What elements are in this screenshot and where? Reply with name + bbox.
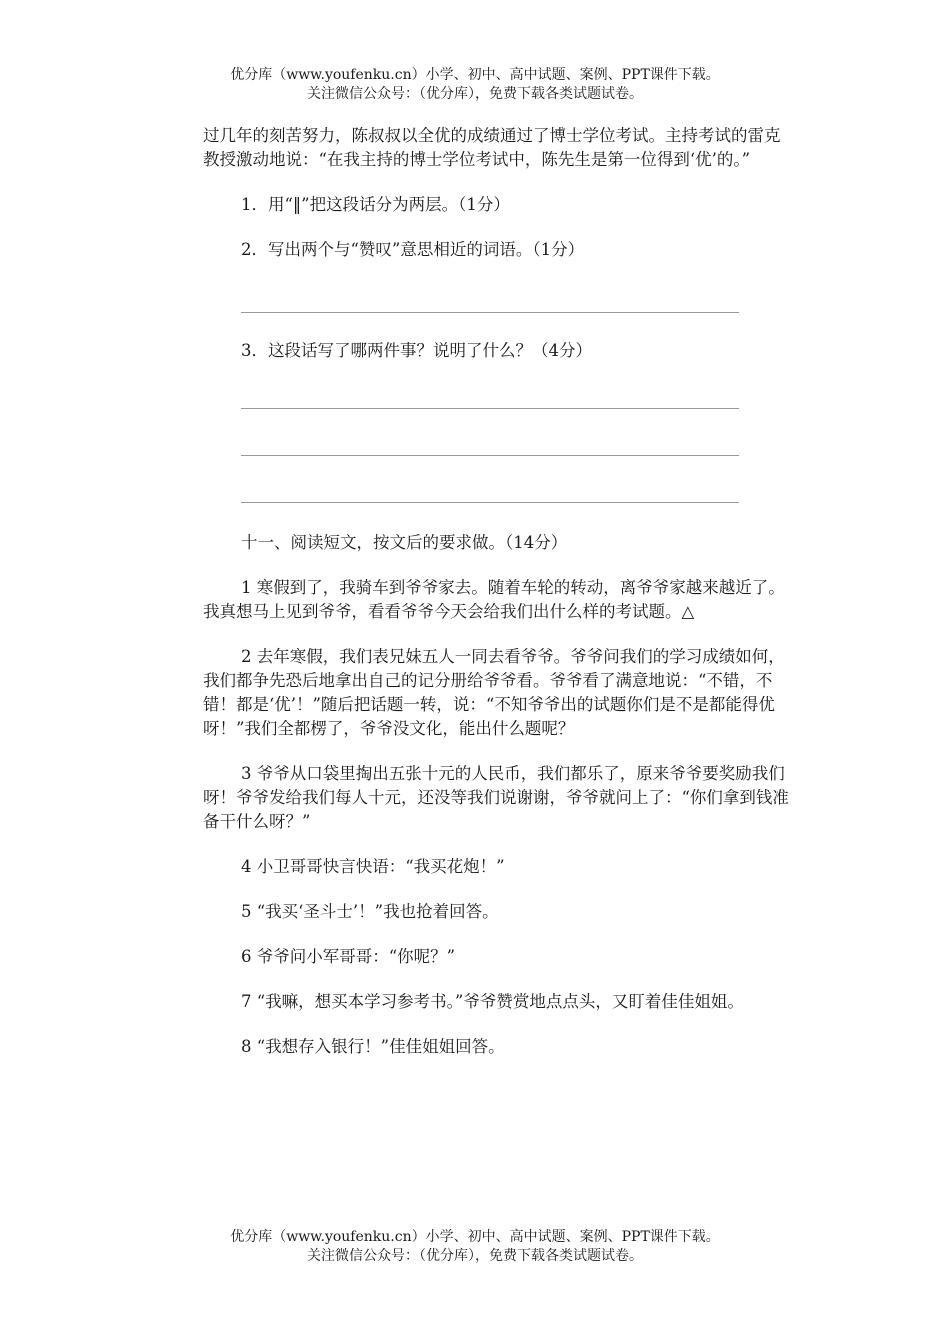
answer-line	[241, 408, 739, 409]
footer-line-2: 关注微信公众号：（优分库），免费下载各类试题试卷。	[307, 1248, 643, 1264]
paragraph-3: 3 爷爷从口袋里掏出五张十元的人民币，我们都乐了，原来爷爷要奖励我们呀！爷爷发给我们每人十元，还没等我们说谢谢，爷爷就问上了：“你们拿到钱准备干什么呀？”	[203, 764, 789, 831]
question-2: 2．写出两个与“赞叹”意思相近的词语。（1分）	[241, 240, 585, 259]
answer-line	[241, 312, 739, 313]
header-line-1: 优分库（www.youfenku.cn）小学、初中、高中试题、案例、PPT课件下载。	[230, 67, 720, 83]
answer-line	[241, 502, 739, 503]
paragraph-1: 1 寒假到了，我骑车到爷爷家去。随着车轮的转动，离爷爷家越来越近了。我真想马上见到爷爷，看看爷爷今天会给我们出什么样的考试题。△	[203, 578, 785, 621]
paragraph-5: 5 “我买‘圣斗士’！”我也抢着回答。	[241, 902, 499, 921]
section-title: 十一、阅读短文，按文后的要求做。（14分）	[241, 533, 568, 552]
footer-line-1: 优分库（www.youfenku.cn）小学、初中、高中试题、案例、PPT课件下载。	[230, 1229, 720, 1245]
paragraph-8: 8 “我想存入银行！”佳佳姐姐回答。	[241, 1037, 505, 1056]
page-footer	[0, 1228, 950, 1266]
answer-line	[241, 455, 739, 456]
question-1: 1．用“‖”把这段话分为两层。（1分）	[241, 195, 510, 214]
document-body	[203, 124, 795, 1059]
paragraph-6: 6 爷爷问小军哥哥：“你呢？”	[241, 947, 456, 966]
paragraph-2: 2 去年寒假，我们表兄妹五人一同去看爷爷。爷爷问我们的学习成绩如何，我们都争先恐后地拿出自己的记分册给爷爷看。爷爷看了满意地说：“不错，不错！都是‘优’！”随后把话题一转，说：“不知爷爷出的试题你们是不是都能得优呀！”我们全都楞了，爷爷没文化，能出什么题呢？	[203, 647, 785, 738]
paragraph-7: 7 “我嘛，想买本学习参考书。”爷爷赞赏地点点头，又盯着佳佳姐姐。	[241, 992, 744, 1011]
top-passage: 过几年的刻苦努力，陈叔叔以全优的成绩通过了博士学位考试。主持考试的雷克教授激动地说：“在我主持的博士学位考试中，陈先生是第一位得到‘优’的。”	[203, 126, 781, 169]
header-line-2: 关注微信公众号：（优分库），免费下载各类试题试卷。	[307, 86, 643, 102]
question-3: 3．这段话写了哪两件事？说明了什么？（4分）	[241, 341, 592, 360]
page-header	[0, 66, 950, 104]
paragraph-4: 4 小卫哥哥快言快语：“我买花炮！”	[241, 857, 505, 876]
